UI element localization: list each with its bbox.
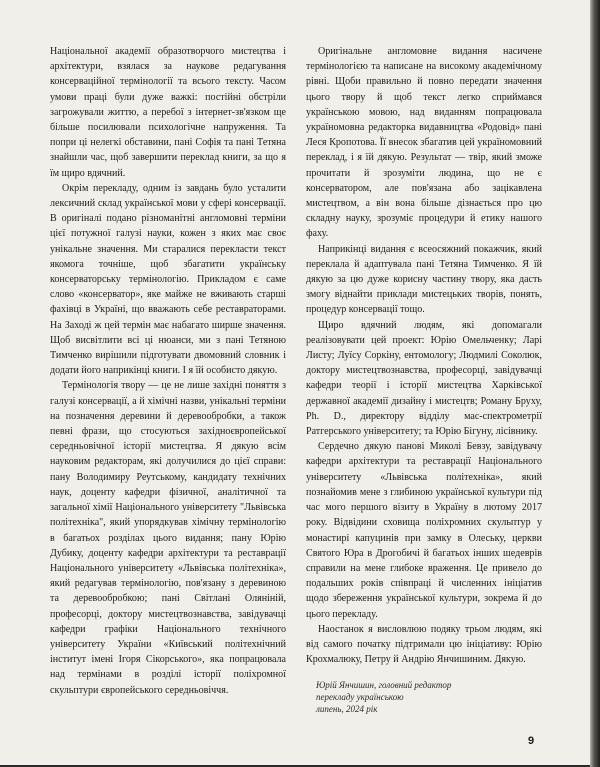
- signature-line: липень, 2024 рік: [316, 704, 378, 715]
- paragraph: Наприкінці видання є всеосяжний покажчик, який переклала й адаптувала пані Тетяна Тимченко. Я їй дякую за цю дуже корисну частину твору, яка дасть змогу віднайти приклади мистецьких творів, понять, процедур консервації тощо.: [306, 243, 542, 316]
- signature-block: [306, 679, 542, 715]
- right-column: [306, 44, 542, 715]
- signature-line: Юрій Янчишин, головний редактор: [316, 680, 452, 691]
- paragraph: Щиро вдячний людям, які допомагали реалізовувати цей проект: Юрію Омельченку; Ларі Листу; Луїсу Соркіну, ентомологу; Людмилі Соколюк, доктору мистецтвознавства, професорці, завідувачці кафедри теорії і історії мистецтва Харківської державної академії дизайну і мистецтв; Роману Бруху, Ph. D., директору відділу мас-спектрометрії Ратгерського університету; та Юрію Бігуну, лісівнику.: [306, 319, 542, 438]
- paragraph: Оригінальне англомовне видання насичене термінологією та написане на високому академічному рівні. Щоби правильно й повно передати значення цього твору й щоб текст легко сприймався українською мовою, над виданням попрацювала україномовна редакторка видавництва «Родовід» пані Леся Кропотова. Її внесок збагатив цей україномовний переклад, і я їй дякую. Результат — твір, який зможе прочитати й зрозуміти людина, що не є консерватором, але пов'язана або зацікавлена мистецтвом, а він вона більше дізнається про цю складну науку, зрозуміє процедури й етику нашого фаху.: [306, 46, 542, 240]
- paragraph: Сердечно дякую панові Миколі Бевзу, завідувачу кафедри архітектури та реставрації Національного університету «Львівська політехніка», який познайомив мене з глибиною української культури під час мого першого візиту в Україну в лютому 2017 року. Відвідини сховища поліхромних скульптур у монастирі капуцинів при замку в Олеську, церкви Святого Юра в Дрогобичі й багатьох інших шедеврів справили на мене глибоке враження. Це привело до подальших років співпраці й численних ініціатив щодо збереження української культури, зокрема й до цього перекладу.: [306, 441, 542, 620]
- signature-line: перекладу українською: [316, 692, 404, 703]
- page-number: 9: [528, 735, 535, 747]
- paragraph: Окрім перекладу, одним із завдань було усталити лексичний склад української мови у сфері консервації. В оригіналі подано різноманітні англомовні терміни цієї потужної галузі науки, кожен з яких має своє унікальне значення. Ми старалися перекласти текст якомога точніше, щоб збагатити українську консерваторську термінологію. Прикладом є саме слово «консерватор», яке майже не вживають старші фахівці в Україні, що вважають себе реставраторами. На Заході ж цей термін має набагато ширше значення. Щоб висвітлити всі ці нюанси, ми з пані Тетяною Тимченко вирішили підготувати двомовний словник і додати його наприкінці книги. І я їй особисто дякую.: [50, 182, 286, 377]
- left-column: [50, 44, 286, 698]
- paragraph: Термінологія твору — це не лише західні поняття з галузі консервації, а й хімічні назви, унікальні терміни на позначення деревини й деревообробки, а також певні фрази, що стосуються західноєвропейської середньовічної історії мистецтва. Я дякую всім науковим редакторам, які долучилися до цієї справи: пану Володимиру Реутському, кандидату технічних наук, доценту кафедри фізичної, аналітичної та загальної хімії Національного університету "Львівська політехніка", який упорядкував хімічну термінологію в багатьох розділах цього видання; пану Юрію Дубику, доценту кафедри архітектури та реставрації Національного університету «Львівська політехніка», який редагував термінологію, пов'язану з деревиною та деревообробкою; пані Світлані Оляніній, професорці, доктору мистецтвознавства, завідувачці кафедри графіки Національного технічного університету України «Київський політехнічний інститут імені Ігоря Сікорського», яка попрацювала над термінами в розділі історії поліхромної скульптури європейського середньовіччя.: [50, 380, 286, 696]
- page-edge: [590, 0, 600, 767]
- paragraph: Національної академії образотворчого мистецтва і архітектури, взялася за наукове редагування консерваційної термінології та всього тексту. Часом умови праці були дуже важкі: постійні обстріли загрожували життю, а перебої з інтернет-зв'язком ще більше посилювали психологічне напруження. Та попри ці нелегкі обставини, пані Софія та пані Тетяна знайшли час, щоб завершити переклад книги, за що я їм щиро вдячний.: [50, 46, 286, 179]
- paragraph: Наостанок я висловлюю подяку трьом людям, які від самого початку підтримали цю ініціативу: Юрію Крохмалюку, Петру й Андрію Янчишиним. Дякую.: [306, 623, 542, 666]
